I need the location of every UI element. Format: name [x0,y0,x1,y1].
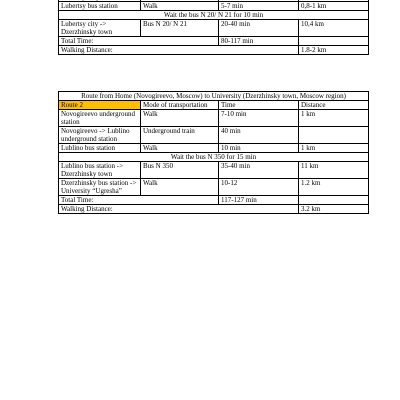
table-row [59,127,369,144]
route-point-cell: Lubertsy city -> Dzerzhinsky town [59,20,141,37]
time-cell: 10-12 [219,179,299,196]
distance-cell [299,127,369,144]
route-point-cell: Lubertsy bus station [59,2,141,11]
distance-cell: 1 km [299,144,369,153]
time-cell: 10 min [219,144,299,153]
table-row [59,162,369,179]
route-title: Route from Home (Novogireevo, Moscow) to University (Dzerzhinsky town, Moscow region) [59,92,369,101]
distance-cell: 11 km [299,162,369,179]
route-point-cell: Dzerzhinsky bus station -> University “Ugresha” [59,179,141,196]
walking-distance-value: 1.8-2 km [299,46,369,55]
route-header: Route 2 [59,101,141,110]
route-point-cell: Novogireevo underground station [59,110,141,127]
wait-row [59,153,369,162]
mode-cell: Walk [141,144,219,153]
walking-distance-row [59,205,369,214]
route-point-cell: Lublino bus station -> Dzerzhinsky town [59,162,141,179]
mode-cell: Bus N 20/ N 21 [141,20,219,37]
total-time-value: 80-117 min [219,37,299,46]
walking-distance-label: Walking Distance: [59,205,299,214]
time-header: Time [219,101,299,110]
mode-cell: Walk [141,2,219,11]
total-time-row [59,196,369,205]
distance-cell: 1.2 km [299,179,369,196]
mode-cell: Walk [141,110,219,127]
total-time-label: Total Time: [59,37,219,46]
mode-cell: Bus N 350 [141,162,219,179]
table-row [59,144,369,153]
walking-distance-row [59,46,369,55]
header-row [59,101,369,110]
wait-note: Wait the bus N 350 for 15 min [59,153,369,162]
time-cell: 40 min [219,127,299,144]
mode-cell: Underground train [141,127,219,144]
table-row [59,110,369,127]
distance-cell: 1 km [299,110,369,127]
distance-cell: 10,4 km [299,20,369,37]
table-row [59,2,369,11]
route-point-cell: Lublino bus station [59,144,141,153]
distance-cell: 0,8-1 km [299,2,369,11]
total-time-label: Total Time: [59,196,219,205]
wait-note: Wait the bus N 20/ N 21 for 10 min [59,11,369,20]
table-row [59,20,369,37]
total-time-value: 117-127 min [219,196,299,205]
route-2-table [58,91,369,214]
route-point-cell: Novogireevo -> Lublino underground station [59,127,141,144]
walking-distance-label: Walking Distance: [59,46,299,55]
distance-cell [299,37,369,46]
time-cell: 20-40 min [219,20,299,37]
table-row [59,179,369,196]
distance-cell [299,196,369,205]
time-cell: 7-10 min [219,110,299,127]
walking-distance-value: 3.2 km [299,205,369,214]
total-time-row [59,37,369,46]
mode-header: Mode of transportation [141,101,219,110]
mode-cell: Walk [141,179,219,196]
time-cell: 35-40 min [219,162,299,179]
title-row [59,92,369,101]
route-1-table [58,0,369,55]
time-cell: 5-7 min [219,2,299,11]
wait-row [59,11,369,20]
distance-header: Distance [299,101,369,110]
